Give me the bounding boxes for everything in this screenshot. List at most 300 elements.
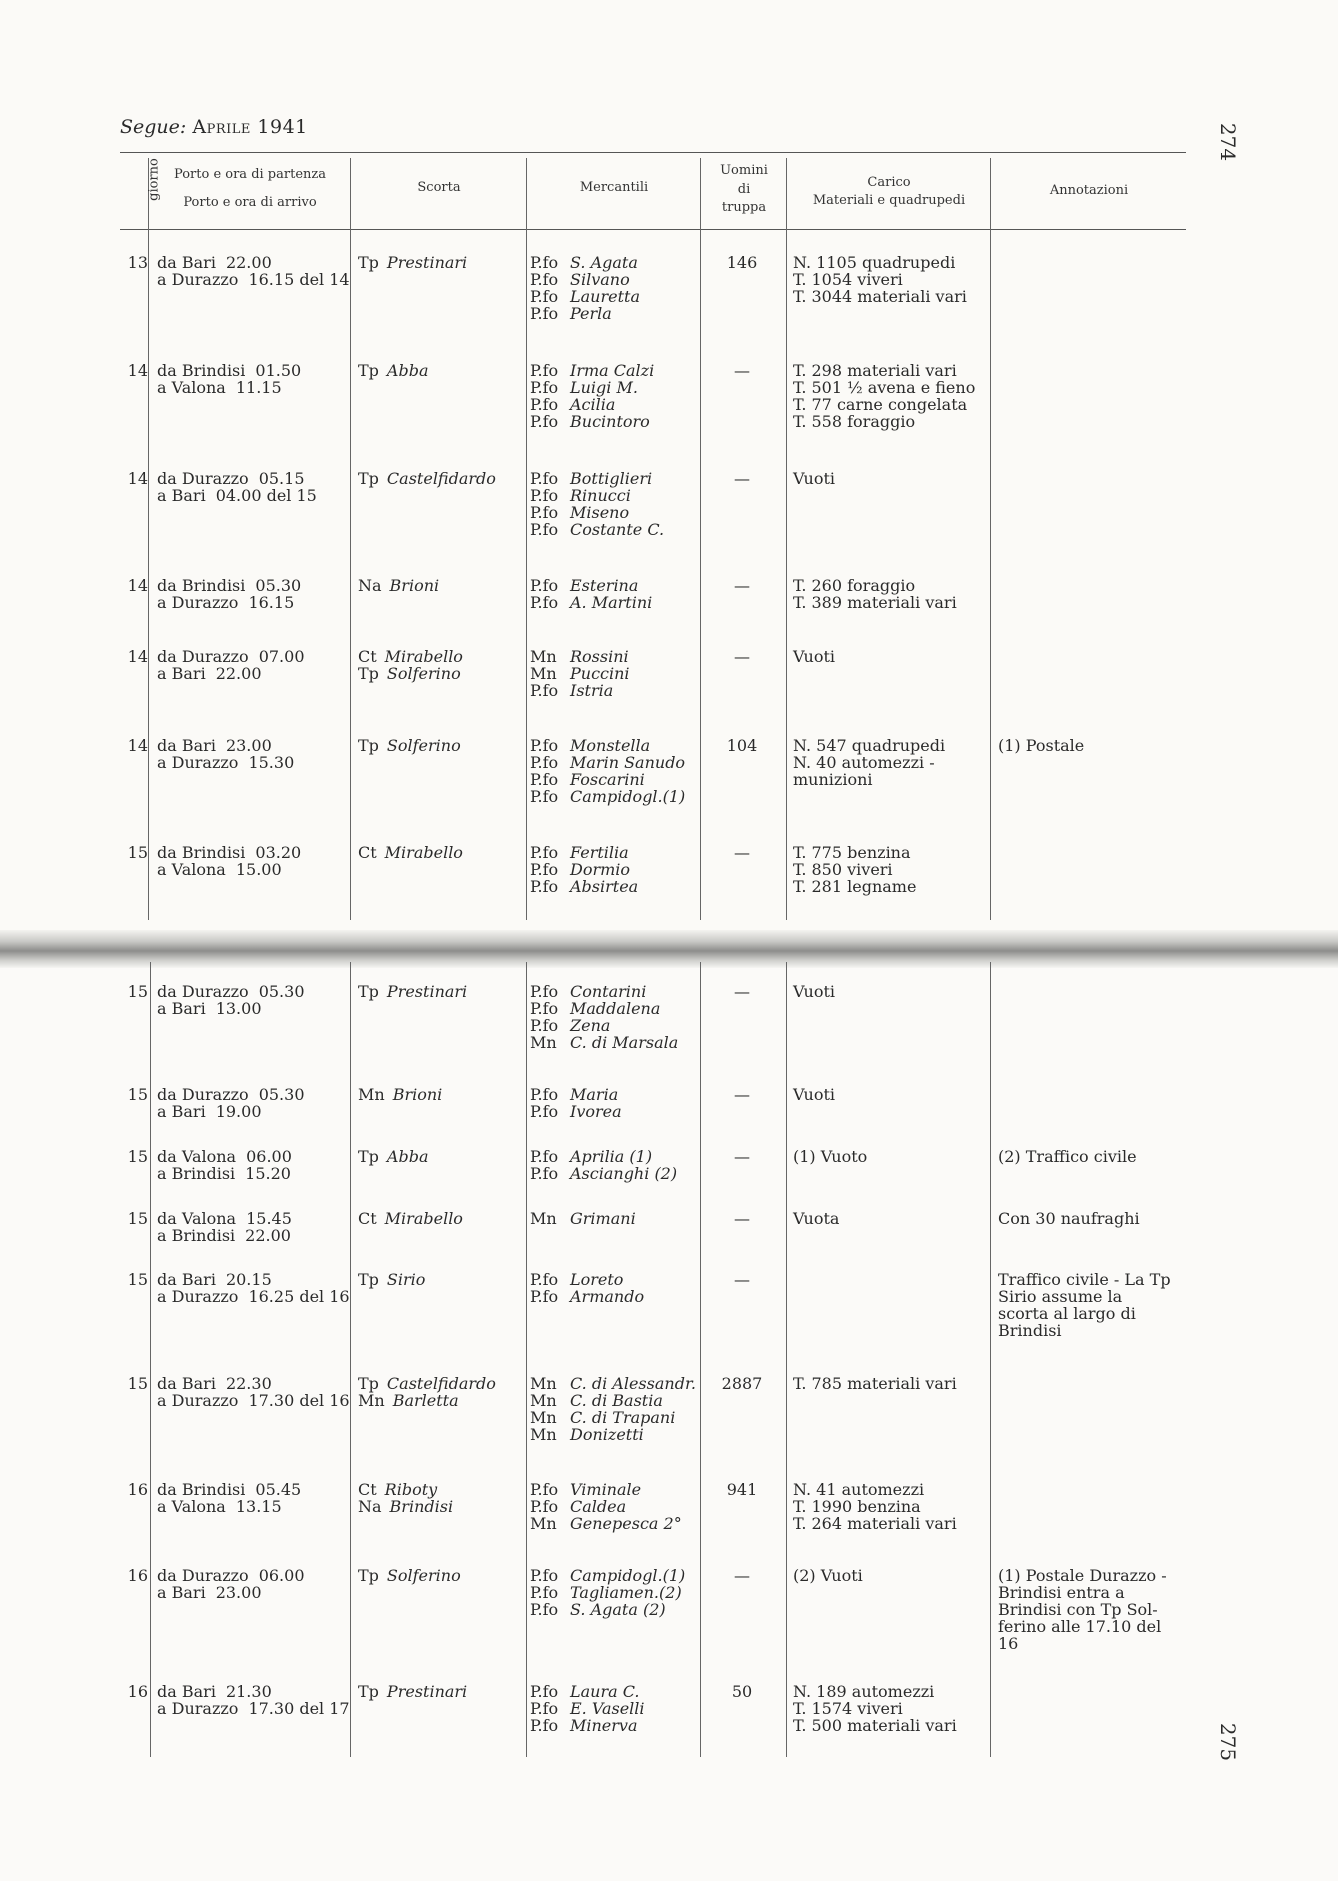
merchant-ship [530,1409,700,1426]
ship-type: Tp [358,736,379,755]
row-escort [358,1481,528,1515]
note-line: 16 [998,1634,1019,1653]
port-time: 22.30 [225,1374,272,1393]
port-time: 23.00 [215,1583,262,1602]
ship-type: Mn [530,1033,557,1052]
port-name: a Durazzo [157,753,239,772]
row-troops: — [734,361,750,380]
header-uomini-1: Uomini [720,163,768,178]
ship-name: Bucintoro [570,412,650,431]
row-route [157,1210,347,1244]
merchant-ship [530,682,700,699]
ship-name: C. di Bastia [570,1391,663,1410]
port-name: a Bari [157,664,206,683]
ship-name: Mirabello [384,843,463,862]
row-troops: — [734,469,750,488]
running-head [120,116,308,138]
row-route [157,1567,347,1601]
ship-name: Barletta [392,1391,459,1410]
row-escort [358,1271,528,1288]
ship-type: Tp [358,1147,379,1166]
note-line: Traffico civile - La Tp [998,1270,1171,1289]
port-name: da Durazzo [157,1566,249,1585]
cargo-line: T. 500 materiali vari [793,1716,957,1735]
page-fold [0,930,1338,968]
port-time: 16.15 del 14 [248,270,350,289]
port-name: a Durazzo [157,1699,239,1718]
ship-type: Ct [358,1480,377,1499]
ship-type: P.fo [530,877,559,896]
page-number-bottom: 275 [1216,1722,1240,1762]
port-name: a Bari [157,1583,206,1602]
row-day: 13 [127,253,148,272]
ship-name: Costante C. [570,520,665,539]
note-line: (2) Traffico civile [998,1147,1137,1166]
merchant-ship [530,254,700,271]
port-time: 21.30 [225,1682,272,1701]
note-line: (1) Postale Durazzo - [998,1566,1167,1585]
port-name: a Durazzo [157,270,239,289]
cargo-line: munizioni [793,770,873,789]
row-route [157,648,347,682]
row-troops: 2887 [721,1374,763,1393]
merchant-ship [530,983,700,1000]
ship-name: Ivorea [570,1102,622,1121]
row-merchants [530,470,700,538]
port-time: 06.00 [246,1147,292,1166]
cargo-line: T. 1054 viveri [793,270,903,289]
ship-name: Grimani [570,1209,636,1228]
arrival [157,1000,347,1017]
cargo-line: N. 1105 quadrupedi [793,253,956,272]
ship-type: P.fo [530,253,559,272]
header-top-rule [120,152,1186,153]
ship-name: E. Vaselli [570,1699,645,1718]
departure [157,737,347,754]
port-time: 16.15 [248,593,295,612]
port-time: 05.30 [258,1085,305,1104]
row-merchants [530,648,700,699]
arrival [157,1498,347,1515]
departure [157,1086,347,1103]
row-merchants [530,577,700,611]
row-merchants [530,1148,700,1182]
row-day: 16 [127,1566,148,1585]
port-name: a Valona [157,1497,226,1516]
ship-name: Armando [570,1287,645,1306]
ship-name: Abba [386,1147,429,1166]
cargo-line: T. 264 materiali vari [793,1514,957,1533]
port-name: da Valona [157,1209,237,1228]
ship-type: Tp [358,361,379,380]
ship-type: Mn [530,1514,557,1533]
ship-type: Na [358,576,382,595]
cargo-line: N. 41 automezzi [793,1480,925,1499]
port-name: da Brindisi [157,1480,246,1499]
row-escort [358,1086,528,1103]
ship-name: Tagliamen.(2) [570,1583,682,1602]
row-troops: — [734,1147,750,1166]
merchant-ship [530,878,700,895]
cargo-line: T. 775 benzina [793,843,911,862]
row-route [157,1270,350,1306]
escort-ship [358,983,528,1000]
escort-ship [358,1392,528,1409]
cargo-line: N. 547 quadrupedi [793,736,946,755]
departure [157,254,347,271]
row-route [157,1481,347,1515]
row-troops: 104 [726,736,758,755]
cargo-line: T. 3044 materiali vari [793,287,967,306]
ship-type: Tp [358,1270,379,1289]
ship-name: Solferino [386,736,461,755]
ship-name: Solferino [386,1566,461,1585]
arrival [157,1103,347,1120]
ship-name: Prestinari [386,1682,468,1701]
merchant-ship [530,487,700,504]
departure [157,362,347,379]
merchant-ship [530,1000,700,1017]
ship-type: Mn [530,664,557,683]
row-cargo [793,254,993,305]
row-route [157,1148,347,1182]
row-troops: — [734,1085,750,1104]
merchant-ship [530,1584,700,1601]
ship-name: C. di Trapani [570,1408,676,1427]
arrival [157,665,347,682]
note-line: Brindisi [998,1321,1062,1340]
ship-type: P.fo [530,999,559,1018]
row-merchants [530,1567,700,1618]
cargo-line: Vuoti [793,647,836,666]
port-name: a Brindisi [157,1164,236,1183]
ship-name: Brioni [392,1085,443,1104]
port-time: 17.30 del 17 [248,1699,350,1718]
ship-type: Tp [358,664,379,683]
row-escort [358,1148,528,1165]
cargo-line: Vuoti [793,982,836,1001]
row-cargo [793,362,993,430]
escort-ship [358,1498,528,1515]
merchant-ship [530,1717,700,1734]
row-cargo [793,1567,993,1584]
row-merchants [530,254,700,322]
ship-name: Irma Calzi [570,361,655,380]
running-head-month: Aprile 1941 [192,116,308,138]
escort-ship [358,1148,528,1165]
port-name: a Durazzo [157,1287,239,1306]
row-cargo [793,1481,993,1532]
page-number-top: 274 [1216,122,1240,162]
row-cargo [793,1086,993,1103]
note-line: scorta al largo di [998,1304,1136,1323]
ship-type: P.fo [530,378,559,397]
cargo-line: N. 189 automezzi [793,1682,935,1701]
row-day: 14 [127,576,148,595]
row-cargo [793,577,993,611]
ship-name: Prestinari [386,253,468,272]
ship-type: Ct [358,1209,377,1228]
ship-type: P.fo [530,304,559,323]
port-time: 04.00 del 15 [215,486,317,505]
row-merchants [530,1271,700,1305]
row-escort [358,1375,528,1409]
cargo-line: Vuota [793,1209,840,1228]
port-name: a Bari [157,486,206,505]
escort-ship [358,1375,528,1392]
ship-name: Abba [386,361,429,380]
port-time: 07.00 [258,647,305,666]
ship-name: Puccini [570,664,630,683]
ship-type: P.fo [530,1016,559,1035]
departure [157,1375,347,1392]
cargo-line: T. 785 materiali vari [793,1374,957,1393]
port-name: da Durazzo [157,647,249,666]
row-cargo [793,737,993,788]
row-route [157,1086,347,1120]
port-name: da Bari [157,1374,216,1393]
ship-type: P.fo [530,1287,559,1306]
ship-name: Dormio [570,860,631,879]
row-route [157,983,347,1017]
row-day: 15 [127,843,148,862]
ship-type: Mn [530,1408,557,1427]
merchant-ship [530,771,700,788]
ship-type: P.fo [530,753,559,772]
header-annotazioni: Annotazioni [1049,183,1129,198]
departure [157,577,347,594]
row-merchants [530,1683,700,1734]
escort-ship [358,1683,528,1700]
ship-type: Tp [358,1682,379,1701]
ship-type: P.fo [530,1566,559,1585]
ship-type: P.fo [530,1497,559,1516]
row-troops: — [734,1270,750,1289]
ship-type: P.fo [530,412,559,431]
ship-name: Miseno [570,503,630,522]
ship-name: Laura C. [570,1682,640,1701]
note-line: Con 30 naufraghi [998,1209,1140,1228]
port-time: 20.15 [225,1270,272,1289]
ship-name: Fertilia [570,843,629,862]
merchant-ship [530,470,700,487]
merchant-ship [530,861,700,878]
row-cargo [793,470,993,487]
cargo-line: (1) Vuoto [793,1147,868,1166]
row-day: 16 [127,1480,148,1499]
row-note [998,1210,1190,1227]
port-name: da Brindisi [157,843,246,862]
port-name: da Bari [157,1682,216,1701]
ship-type: Tp [358,1374,379,1393]
ship-type: P.fo [530,1699,559,1718]
ship-name: Lauretta [570,287,640,306]
port-time: 17.30 del 16 [248,1391,350,1410]
port-name: da Bari [157,1270,216,1289]
port-time: 15.20 [245,1164,291,1183]
ship-name: C. di Marsala [570,1033,679,1052]
merchant-ship [530,754,700,771]
ship-name: Maddalena [570,999,661,1018]
port-time: 22.00 [225,253,272,272]
ship-type: P.fo [530,576,559,595]
ship-type: P.fo [530,1716,559,1735]
ship-type: Ct [358,843,377,862]
merchant-ship [530,1567,700,1584]
port-name: a Durazzo [157,1391,239,1410]
merchant-ship [530,1700,700,1717]
port-name: da Durazzo [157,469,249,488]
escort-ship [358,362,528,379]
cargo-line: T. 389 materiali vari [793,593,957,612]
row-route [157,737,347,771]
header-uomini-2: di [737,182,751,197]
ship-type: Tp [358,253,379,272]
cargo-line: Vuoti [793,1085,836,1104]
ship-type: P.fo [530,843,559,862]
port-time: 15.45 [246,1209,292,1228]
row-merchants [530,1210,700,1227]
cargo-line: T. 77 carne congelata [793,395,968,414]
ship-type: P.fo [530,1682,559,1701]
cargo-line: T. 850 viveri [793,860,893,879]
arrival [157,861,347,878]
merchant-ship [530,1017,700,1034]
header-giorno: giorno [146,158,162,201]
ship-name: Istria [570,681,614,700]
ship-type: P.fo [530,270,559,289]
port-time: 05.45 [255,1480,302,1499]
ship-name: Sirio [386,1270,426,1289]
merchant-ship [530,737,700,754]
ship-name: Campidogl.(1) [570,787,686,806]
col-rule [526,158,527,920]
merchant-ship [530,1210,700,1227]
arrival [157,594,347,611]
ship-type: Tp [358,1566,379,1585]
port-name: da Durazzo [157,982,249,1001]
departure [157,1148,347,1165]
port-time: 06.00 [258,1566,305,1585]
merchant-ship [530,1288,700,1305]
ship-name: Foscarini [570,770,645,789]
header-uomini-3: truppa [721,200,767,215]
ship-type: P.fo [530,770,559,789]
escort-ship [358,577,528,594]
ship-name: Castelfidardo [386,469,496,488]
arrival [157,270,350,289]
merchant-ship [530,305,700,322]
ship-name: C. di Alessandr. [570,1374,696,1393]
row-troops: — [734,1209,750,1228]
ship-type: Ct [358,647,377,666]
ship-type: P.fo [530,1147,559,1166]
col-rule [990,962,991,1757]
note-line: ferino alle 17.10 del [998,1617,1162,1636]
merchant-ship [530,379,700,396]
port-name: da Brindisi [157,361,246,380]
port-time: 13.00 [215,999,262,1018]
row-cargo [793,1210,993,1227]
port-name: a Bari [157,1102,206,1121]
ship-type: P.fo [530,787,559,806]
row-troops: 50 [731,1682,753,1701]
header-mercantili: Mercantili [579,180,649,195]
merchant-ship [530,788,700,805]
ship-type: Mn [358,1085,385,1104]
row-cargo [793,648,993,665]
col-rule [786,158,787,920]
ship-name: Rinucci [570,486,631,505]
port-name: da Brindisi [157,576,246,595]
row-day: 15 [127,1209,148,1228]
departure [157,1683,347,1700]
escort-ship [358,1567,528,1584]
merchant-ship [530,396,700,413]
ship-type: P.fo [530,681,559,700]
row-troops: — [734,843,750,862]
row-escort [358,470,528,487]
port-time: 15.30 [248,753,295,772]
escort-ship [358,1481,528,1498]
row-troops: — [734,1566,750,1585]
row-cargo [793,1148,993,1165]
ship-name: Brioni [389,576,440,595]
ship-type: P.fo [530,736,559,755]
merchant-ship [530,665,700,682]
merchant-ship [530,1683,700,1700]
row-troops: 941 [726,1480,758,1499]
departure [157,983,347,1000]
ship-name: Perla [570,304,612,323]
merchant-ship [530,1392,700,1409]
row-escort [358,1567,528,1584]
ship-name: Luigi M. [570,378,638,397]
row-route [157,1682,350,1718]
ship-name: Solferino [386,664,461,683]
escort-ship [358,737,528,754]
escort-ship [358,844,528,861]
row-route [157,577,347,611]
ship-type: P.fo [530,1480,559,1499]
merchant-ship [530,1426,700,1443]
cargo-line: T. 558 foraggio [793,412,916,431]
ship-name: Brindisi [389,1497,454,1516]
ship-name: Silvano [570,270,630,289]
ship-name: Monstella [570,736,651,755]
port-time: 23.00 [225,736,272,755]
port-time: 13.15 [235,1497,282,1516]
header-porto-arrivo: Porto e ora di arrivo [183,195,317,210]
row-escort [358,648,528,682]
row-merchants [530,1481,700,1532]
escort-ship [358,1086,528,1103]
escort-ship [358,1271,528,1288]
ship-name: Maria [570,1085,619,1104]
note-line: (1) Postale [998,736,1085,755]
ship-name: Zena [570,1016,611,1035]
port-name: a Valona [157,860,226,879]
row-cargo [793,844,993,895]
merchant-ship [530,1601,700,1618]
ship-type: Mn [530,647,557,666]
merchant-ship [530,1148,700,1165]
ship-name: Castelfidardo [386,1374,496,1393]
row-merchants [530,983,700,1051]
port-time: 01.50 [255,361,302,380]
ship-name: Bottiglieri [570,469,653,488]
port-time: 05.15 [258,469,305,488]
